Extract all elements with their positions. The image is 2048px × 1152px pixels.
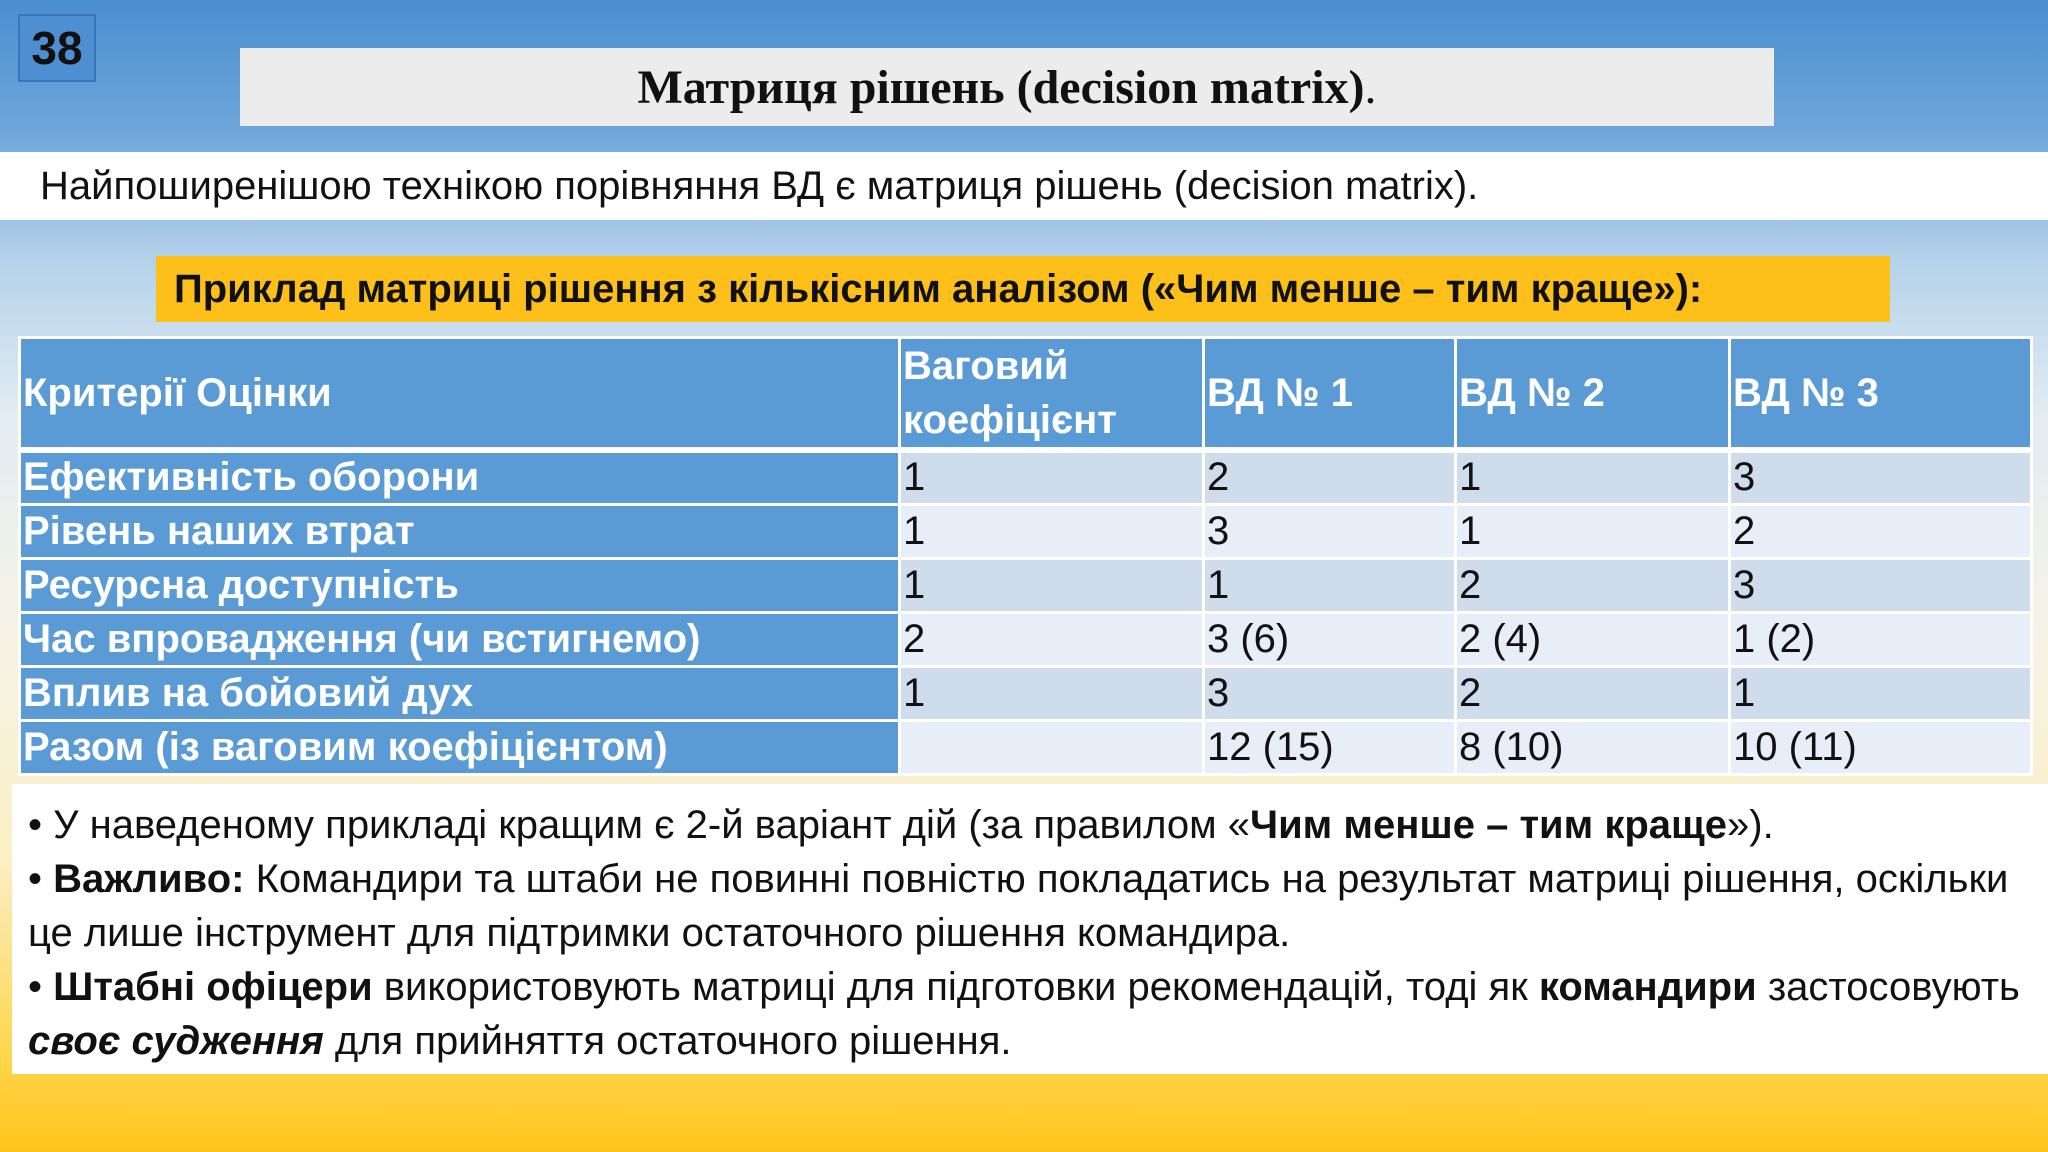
total-label: Разом (із ваговим коефіцієнтом) — [20, 720, 900, 774]
slide-title — [240, 48, 1774, 126]
note-important — [28, 852, 2034, 960]
note-text: У наведеному прикладі кращим є 2-й варіант дій (за правилом « — [53, 803, 1250, 847]
bullet: • — [28, 965, 43, 1009]
option-2-cell: 1 — [1456, 450, 1730, 504]
note-emphasis: Важливо: — [53, 857, 245, 901]
option-3-cell: 3 — [1730, 558, 2032, 612]
weight-cell: 1 — [900, 558, 1204, 612]
weight-cell: 1 — [900, 504, 1204, 558]
column-header-criteria: Критерії Оцінки — [20, 338, 900, 451]
intro-text: Найпоширенішою технікою порівняння ВД є матриця рішень (decision matrix). — [0, 152, 2048, 220]
option-1-cell: 3 — [1204, 666, 1456, 720]
table-row — [20, 504, 2032, 558]
note-text: Командири та штаби не повинні повністю покладатись на результат матриці рішення, оскільки це лише інструмент для підтримки остаточного рішення командира. — [28, 857, 2009, 955]
slide-title-suffix: . — [1364, 60, 1377, 114]
option-1-cell: 2 — [1204, 450, 1456, 504]
note-text: для прийняття остаточного рішення. — [334, 1019, 1012, 1063]
weight-cell: 2 — [900, 612, 1204, 666]
note-text: застосовують — [1767, 965, 2020, 1009]
example-heading: Приклад матриці рішення з кількісним аналізом («Чим менше – тим краще»): — [156, 256, 1890, 322]
option-1-cell: 1 — [1204, 558, 1456, 612]
option-3-total: 10 (11) — [1730, 720, 2032, 774]
criterion-label: Вплив на бойовий дух — [20, 666, 900, 720]
weight-cell: 1 — [900, 666, 1204, 720]
criterion-label: Рівень наших втрат — [20, 504, 900, 558]
table-total-row — [20, 720, 2032, 774]
option-3-cell: 1 (2) — [1730, 612, 2032, 666]
table-row — [20, 450, 2032, 504]
option-2-total: 8 (10) — [1456, 720, 1730, 774]
slide-title-text: Матриця рішень (decision matrix) — [637, 60, 1365, 114]
column-header-option-3: ВД № 3 — [1730, 338, 2032, 451]
note-emphasis: Чим менше – тим краще — [1249, 803, 1728, 847]
criterion-label: Час впровадження (чи встигнемо) — [20, 612, 900, 666]
note-best-option — [28, 798, 2034, 852]
note-text: використовують матриці для підготовки рекомендацій, тоді як — [383, 965, 1528, 1009]
weight-cell: 1 — [900, 450, 1204, 504]
option-2-cell: 1 — [1456, 504, 1730, 558]
bullet: • — [28, 857, 43, 901]
note-emphasis-italic: своє судження — [28, 1019, 324, 1063]
table-row — [20, 612, 2032, 666]
option-2-cell: 2 (4) — [1456, 612, 1730, 666]
option-1-cell: 3 — [1204, 504, 1456, 558]
column-header-option-1: ВД № 1 — [1204, 338, 1456, 451]
note-text: »). — [1727, 803, 1774, 847]
column-header-weight: Ваговий коефіцієнт — [900, 338, 1204, 451]
criterion-label: Ефективність оборони — [20, 450, 900, 504]
option-3-cell: 3 — [1730, 450, 2032, 504]
bullet: • — [28, 803, 43, 847]
weight-cell — [900, 720, 1204, 774]
criterion-label: Ресурсна доступність — [20, 558, 900, 612]
table-row — [20, 666, 2032, 720]
slide-number-badge: 38 — [18, 14, 96, 82]
note-emphasis: командири — [1538, 965, 1757, 1009]
option-1-cell: 3 (6) — [1204, 612, 1456, 666]
table-row — [20, 558, 2032, 612]
option-3-cell: 2 — [1730, 504, 2032, 558]
table-header-row — [20, 338, 2032, 451]
option-1-total: 12 (15) — [1204, 720, 1456, 774]
option-2-cell: 2 — [1456, 666, 1730, 720]
notes-box — [12, 784, 2048, 1074]
decision-matrix-table — [18, 336, 2033, 776]
option-2-cell: 2 — [1456, 558, 1730, 612]
note-emphasis: Штабні офіцери — [53, 965, 373, 1009]
option-3-cell: 1 — [1730, 666, 2032, 720]
note-staff-officers — [28, 960, 2034, 1068]
column-header-option-2: ВД № 2 — [1456, 338, 1730, 451]
